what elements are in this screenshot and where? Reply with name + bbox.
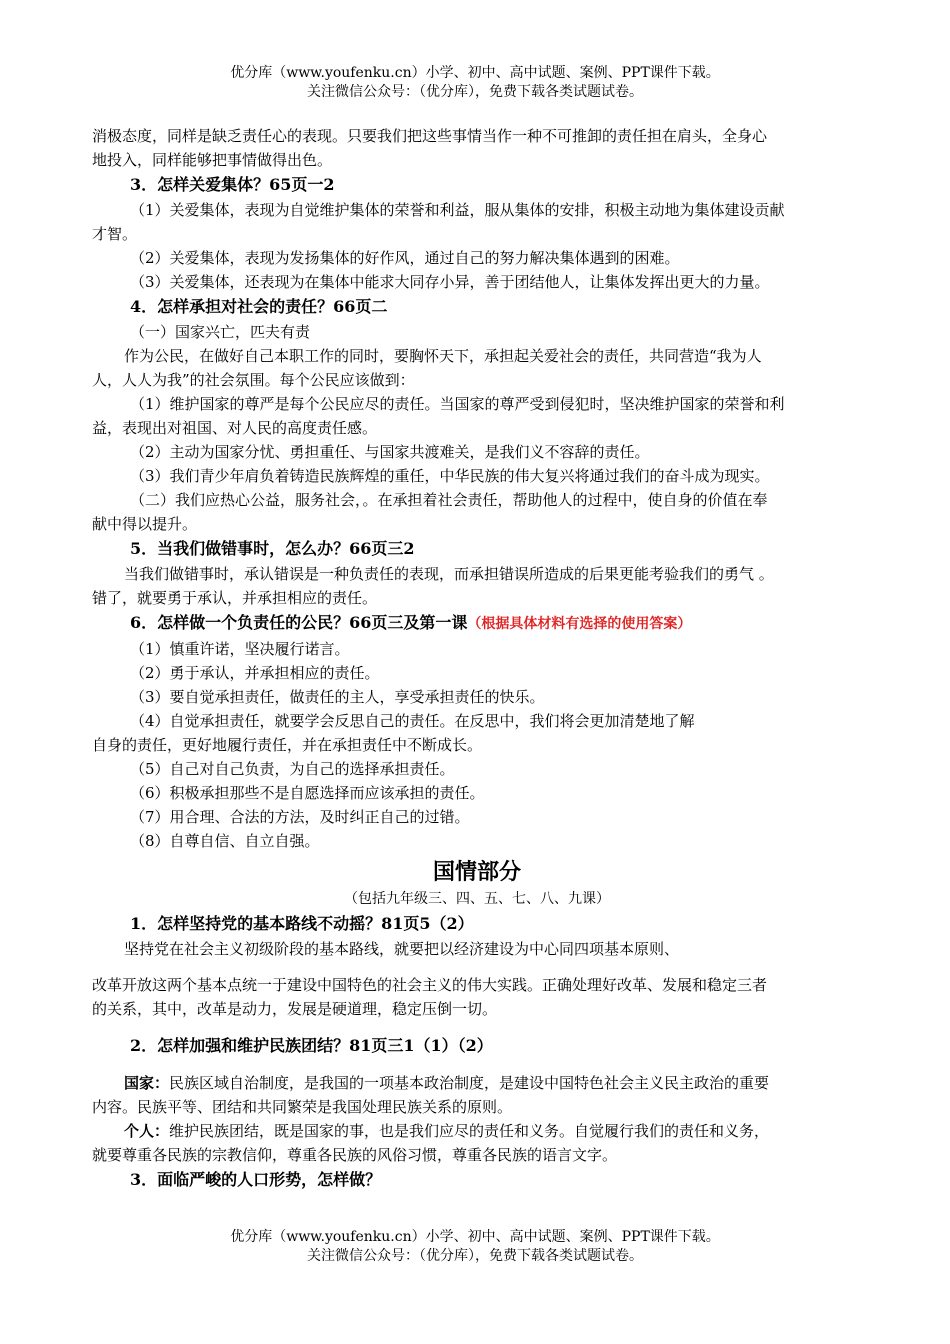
n1-line: 改革开放这两个基本点统一于建设中国特色的社会主义的伟大实践。正确处理好改革、发展和稳定三者 [92, 976, 768, 994]
q6-line: （7）用合理、合法的方法，及时纠正自己的过错。 [130, 808, 470, 826]
q3-line: （1）关爱集体，表现为自觉维护集体的荣誉和利益，服从集体的安排，积极主动地为集体建设贡献 [130, 201, 785, 219]
q5-line: 错了，就要勇于承认，并承担相应的责任。 [92, 589, 378, 607]
document-body [92, 124, 862, 1193]
header-line-1: 优分库（www.youfenku.cn）小学、初中、高中试题、案例、PPT课件下载。 [230, 65, 720, 81]
q4-line: （1）维护国家的尊严是每个公民应尽的责任。当国家的尊严受到侵犯时，坚决维护国家的荣誉和利 [130, 395, 785, 413]
n2-country-line: 内容。民族平等、团结和共同繁荣是我国处理民族关系的原则。 [92, 1098, 513, 1116]
question-3-title: 3．怎样关爱集体？65页一2 [130, 175, 335, 194]
q6-line: （5）自己对自己负责，为自己的选择承担责任。 [130, 760, 455, 778]
q4-line: （2）主动为国家分忧、勇担重任、与国家共渡难关，是我们义不容辞的责任。 [130, 443, 650, 461]
n2-country-line [92, 1071, 862, 1095]
page-header [0, 64, 950, 102]
q6-line: 自身的责任，更好地履行责任，并在承担责任中不断成长。 [92, 736, 483, 754]
n2-person-line: 就要尊重各民族的宗教信仰，尊重各民族的风俗习惯，尊重各民族的语言文字。 [92, 1146, 618, 1164]
person-label: 个人： [124, 1122, 170, 1140]
n1-line: 坚持党在社会主义初级阶段的基本路线，就要把以经济建设为中心同四项基本原则、 [124, 940, 680, 958]
header-line-2: 关注微信公众号：（优分库），免费下载各类试题试卷。 [307, 84, 643, 100]
section-title: 国情部分 [432, 860, 521, 885]
country-label: 国家： [124, 1074, 170, 1092]
n2-person-line [92, 1119, 862, 1143]
q4-line: 人，人人为我”的社会氛围。每个公民应该做到： [92, 371, 415, 389]
q6-line: （1）慎重许诺，坚决履行诺言。 [130, 640, 350, 658]
q4-line: 献中得以提升。 [92, 515, 198, 533]
section-subtitle: （包括九年级三、四、五、七、八、九课） [344, 891, 610, 907]
q6-line: （6）积极承担那些不是自愿选择而应该承担的责任。 [130, 784, 485, 802]
q6-line: （8）自尊自信、自立自强。 [130, 832, 320, 850]
q6-line: （3）要自觉承担责任，做责任的主人，享受承担责任的快乐。 [130, 688, 545, 706]
person-text: 维护民族团结，既是国家的事，也是我们应尽的责任和义务。自觉履行我们的责任和义务， [169, 1122, 770, 1140]
question-5-title: 5．当我们做错事时，怎么办？66页三2 [130, 539, 415, 558]
national-question-2-title: 2．怎样加强和维护民族团结？81页三1（1）（2） [130, 1036, 493, 1055]
q5-line: 当我们做错事时，承认错误是一种负责任的表现，而承担错误所造成的后果更能考验我们的勇气 。 [124, 565, 774, 583]
q3-line: 才智。 [92, 225, 138, 243]
footer-line-2: 关注微信公众号：（优分库），免费下载各类试题试卷。 [307, 1248, 643, 1264]
question-4-title: 4．怎样承担对社会的责任？66页二 [130, 297, 388, 316]
n1-line: 的关系，其中，改革是动力，发展是硬道理，稳定压倒一切。 [92, 1000, 498, 1018]
q4-line: 益，表现出对祖国、对人民的高度责任感。 [92, 419, 378, 437]
q4-line: 作为公民，在做好自己本职工作的同时，要胸怀天下，承担起关爱社会的责任，共同营造“我为人 [124, 347, 762, 365]
q6-title-text: 6．怎样做一个负责任的公民？66页三及第一课 [130, 613, 468, 632]
question-6-title [92, 610, 862, 637]
national-question-1-title: 1．怎样坚持党的基本路线不动摇？81页5（2） [130, 914, 474, 933]
page-footer [0, 1228, 950, 1266]
national-question-3-title: 3．面临严峻的人口形势，怎样做？ [130, 1170, 382, 1189]
q6-note: （根据具体材料有选择的使用答案） [467, 616, 692, 632]
q6-line: （2）勇于承认，并承担相应的责任。 [130, 664, 380, 682]
intro-line: 地投入，同样能够把事情做得出色。 [92, 151, 333, 169]
intro-line: 消极态度，同样是缺乏责任心的表现。只要我们把这些事情当作一种不可推卸的责任担在肩头，全身心 [92, 127, 768, 145]
q3-line: （3）关爱集体，还表现为在集体中能求大同存小异，善于团结他人，让集体发挥出更大的力量。 [130, 273, 770, 291]
q4-line: （一）国家兴亡，匹夫有责 [130, 323, 311, 341]
q4-line: （3）我们青少年肩负着铸造民族辉煌的重任，中华民族的伟大复兴将通过我们的奋斗成为现实。 [130, 467, 770, 485]
q4-line: （二）我们应热心公益，服务社会，。在承担着社会责任，帮助他人的过程中，使自身的价值在奉 [130, 491, 768, 509]
q3-line: （2）关爱集体，表现为发扬集体的好作风，通过自己的努力解决集体遇到的困难。 [130, 249, 680, 267]
footer-line-1: 优分库（www.youfenku.cn）小学、初中、高中试题、案例、PPT课件下载。 [230, 1229, 720, 1245]
q6-line: （4）自觉承担责任，就要学会反思自己的责任。在反思中，我们将会更加清楚地了解 [130, 712, 695, 730]
country-text: 民族区域自治制度，是我国的一项基本政治制度，是建设中国特色社会主义民主政治的重要 [169, 1074, 770, 1092]
